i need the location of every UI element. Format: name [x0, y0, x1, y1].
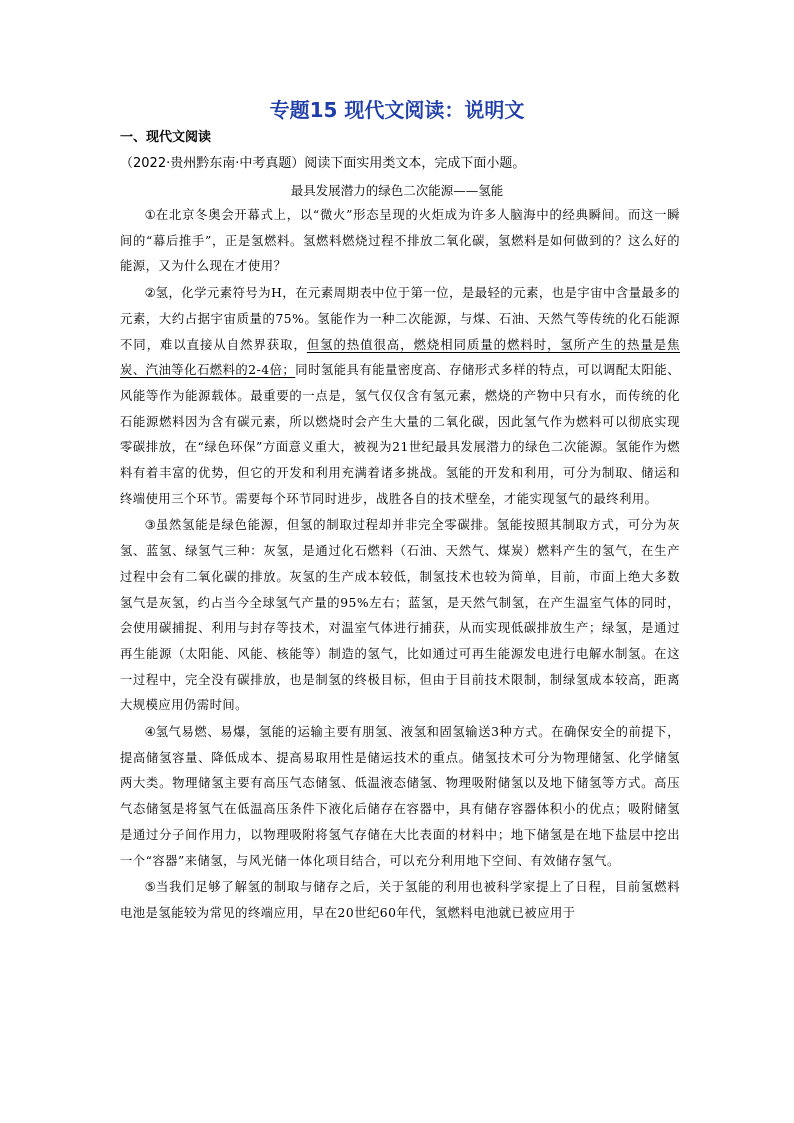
paragraph-text: 同时氢能具有能量密度高、存储形式多样的特点，可以调配太阳能、风能等作为能源载体。最重要的一点是，氢气仅仅含有氢元素，燃烧的产物中只有水，而传统的化石能源燃料因为含有碳元素，所以燃烧时会产生大量的二氧化碳，因此氢气作为燃料可以彻底实现零碳排放，在“绿色环保”方面意义重大，被视为21世纪最具发展潜力的绿色二次能源。氢能作为燃料有着丰富的优势，但它的开发和利用充满着诸多挑战。氢能的开发和利用，可分为制取、储运和终端使用三个环节。需要每个环节同时进步，战胜各自的技术壁垒，才能实现氢气的最终利用。 — [120, 363, 680, 506]
paragraph-1 — [120, 203, 680, 280]
paragraph-number: ④ — [144, 725, 156, 740]
paragraph-number: ⑤ — [144, 880, 156, 895]
paragraph-5 — [120, 875, 680, 926]
paragraph-number: ① — [144, 208, 156, 222]
paragraph-text: 在北京冬奥会开幕式上，以“微火”形态呈现的火炬成为许多人脑海中的经典瞬间。而这一瞬间的“幕后推手”，正是氢燃料。氢燃料燃烧过程不排放二氧化碳，氢燃料是如何做到的？这么好的能源，又为什么现在才使用？ — [120, 208, 680, 274]
paragraph-text: 虽然氢能是绿色能源，但氢的制取过程却并非完全零碳排。氢能按照其制取方式，可分为灰氢、蓝氢、绿氢气三种：灰氢，是通过化石燃料（石油、天然气、煤炭）燃料产生的氢气，在生产过程中会有二氧化碳的排放。灰氢的生产成本较低，制氢技术也较为简单，目前，市面上绝大多数氢气是灰氢，约占当今全球氢气产量的95%左右；蓝氢，是天然气制氢，在产生温室气体的同时，会使用碳捕捉、利用与封存等技术，对温室气体进行捕获，从而实现低碳排放生产；绿氢，是通过再生能源（太阳能、风能、核能等）制造的氢气，比如通过可再生能源发电进行电解水制氢。在这一过程中，完全没有碳排放，也是制氢的终极目标，但由于目前技术限制，制绿氢成本较高，距离大规模应用仍需时间。 — [120, 518, 680, 713]
paragraph-2 — [120, 281, 680, 512]
article-title: 最具发展潜力的绿色二次能源——氢能 — [290, 183, 504, 198]
paragraph-number: ② — [144, 286, 156, 301]
paragraph-text: 氢，化学元素符号为H，在元素周期表中位于第一位，是最轻的元素，也是宇宙中含量最多的元素，大约占据宇宙质量的75%。氢能作为一种二次能源，与煤、石油、天然气等传统的化石能源不同，难以直接从自然界获取， — [120, 286, 680, 352]
paragraph-4 — [120, 720, 680, 874]
document-title: 专题15 现代文阅读：说明文 — [269, 98, 525, 122]
paragraph-text: 氢气易燃、易爆，氢能的运输主要有朋氢、液氢和固氢输送3种方式。在确保安全的前提下，提高储氢容量、降低成本、提高易取用性是储运技术的重点。储氢技术可分为物理储氢、化学储氢两大类。物理储氢主要有高压气态储氢、低温液态储氢、物理吸附储氢以及地下储氢等方式。高压气态储氢是将氢气在低温高压条件下液化后储存在容器中，具有储存容器体积小的优点；吸附储氢是通过分子间作用力，以物理吸附将氢气存储在大比表面的材料中；地下储氢是在地下盐层中挖出一个“容器”来储氢，与风光储一体化项目结合，可以充分利用地下空间、有效储存氢气。 — [120, 725, 681, 868]
question-source-line: （2022·贵州黔东南·中考真题）阅读下面实用类文本，完成下面小题。 — [120, 156, 526, 171]
article-body — [120, 203, 680, 928]
paragraph-text: 当我们足够了解氢的制取与储存之后，关于氢能的利用也被科学家提上了日程，目前氢燃料电池是氢能较为常见的终端应用，早在20世纪60年代，氢燃料电池就已被应用于 — [120, 880, 680, 920]
underlined-sentence: 但氢的热值很高，燃烧相同质量的燃料时，氢所产生的热量是焦炭、汽油等化石燃料的2-4倍； — [120, 337, 680, 378]
paragraph-number: ③ — [144, 518, 156, 533]
paragraph-3 — [120, 513, 680, 719]
section-heading: 一、现代文阅读 — [120, 130, 212, 145]
